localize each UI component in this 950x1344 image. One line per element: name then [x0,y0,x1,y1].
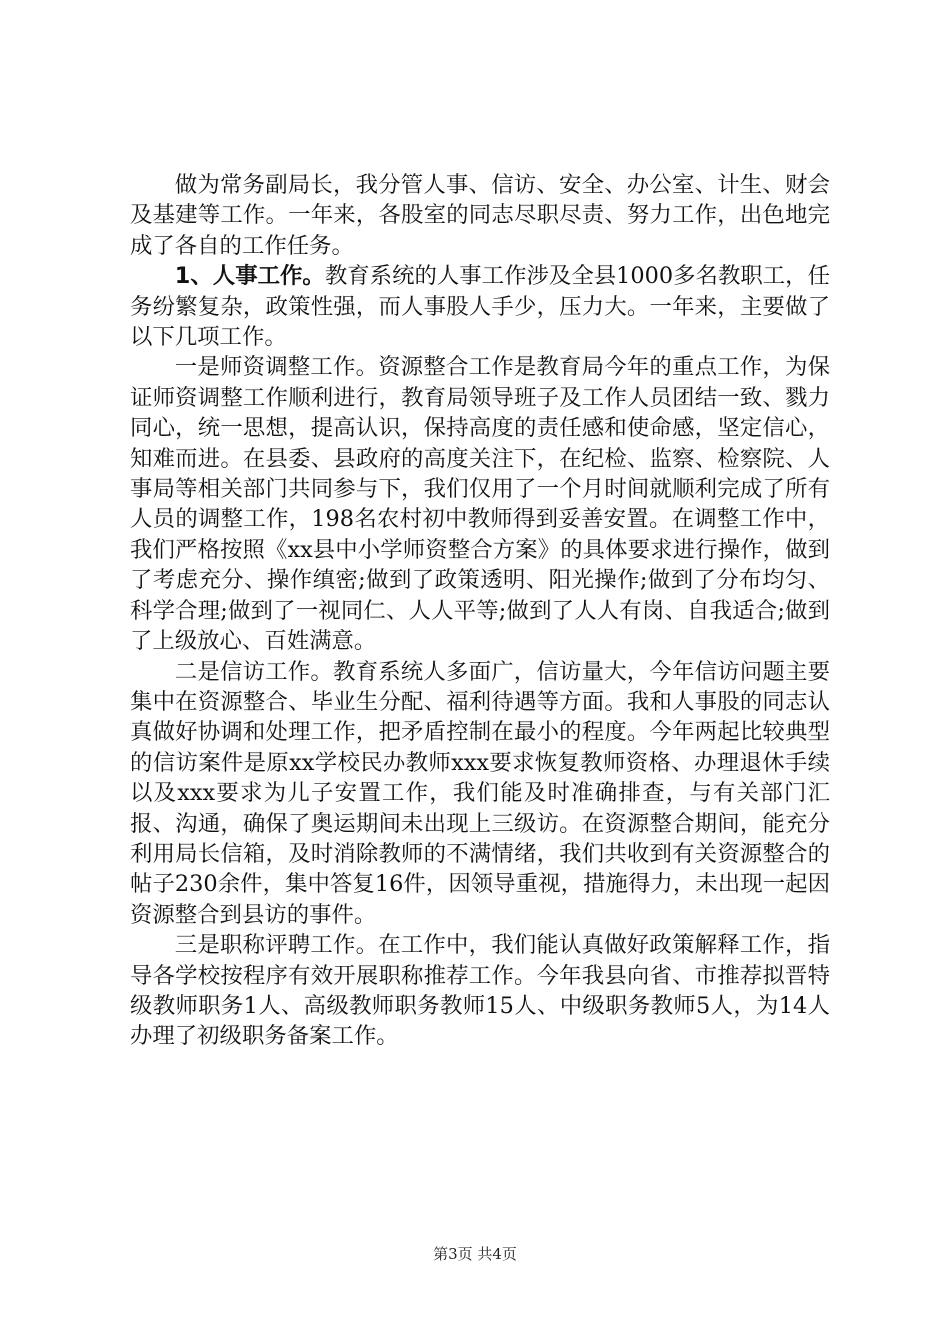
section-heading: 1、人事工作。 [174,263,325,290]
paragraph-teacher-adjustment [130,352,830,656]
paragraph-text: 做为常务副局长，我分管人事、信访、安全、办公室、计生、财会及基建等工作。一年来，各股室的同志尽职尽责、努力工作，出色地完成了各自的工作任务。 [130,172,830,259]
paragraph-text: 一是师资调整工作。资源整合工作是教育局今年的重点工作，为保证师资调整工作顺利进行，教育局领导班子及工作人员团结一致、戮力同心，统一思想，提高认识，保持高度的责任感和使命感，坚定信心，知难而进。在县委、县政府的高度关注下，在纪检、监察、检察院、人事局等相关部门共同参与下，我们仅用了一个月时间就顺利完成了所有人员的调整工作，198名农村初中教师得到妥善安置。在调整工作中，我们严格按照《xx县中小学师资整合方案》的具体要求进行操作，做到了考虑充分、操作缜密;做到了政策透明、阳光操作;做到了分布均匀、科学合理;做到了一视同仁、人人平等;做到了人人有岗、自我适合;做到了上级放心、百姓满意。 [130,354,830,655]
paragraph-text: 三是职称评聘工作。在工作中，我们能认真做好政策解释工作，指导各学校按程序有效开展职称推荐工作。今年我县向省、市推荐拟晋特级教师职务1人、高级教师职务教师15人、中级职务教师5人，为14人办理了初级职务备案工作。 [130,932,830,1050]
paragraph-text: 教育系统的人事工作涉及全县1000多名教职工，任务纷繁复杂，政策性强，而人事股人手少，压力大。一年来，主要做了以下几项工作。 [130,263,830,351]
page-footer [0,1244,950,1264]
paragraph-text: 二是信访工作。教育系统人多面广，信访量大，今年信访问题主要集中在资源整合、毕业生分配、福利待遇等方面。我和人事股的同志认真做好协调和处理工作，把矛盾控制在最小的程度。今年两起比较典型的信访案件是原xx学校民办教师xxx要求恢复教师资格、办理退休手续以及xxx要求为儿子安置工作，我们能及时准确排查，与有关部门汇报、沟通，确保了奥运期间未出现上三级访。在资源整合期间，能充分利用局长信箱，及时消除教师的不满情绪，我们共收到有关资源整合的帖子230余件，集中答复16件，因领导重视，措施得力，未出现一起因资源整合到县访的事件。 [130,658,830,928]
body-text [130,170,830,1052]
page-number-label: 第3页 共4页 [433,1245,517,1263]
paragraph-personnel-work [130,261,830,352]
paragraph-petition-work [130,657,830,931]
paragraph-title-evaluation [130,930,830,1052]
paragraph-intro [130,170,830,261]
